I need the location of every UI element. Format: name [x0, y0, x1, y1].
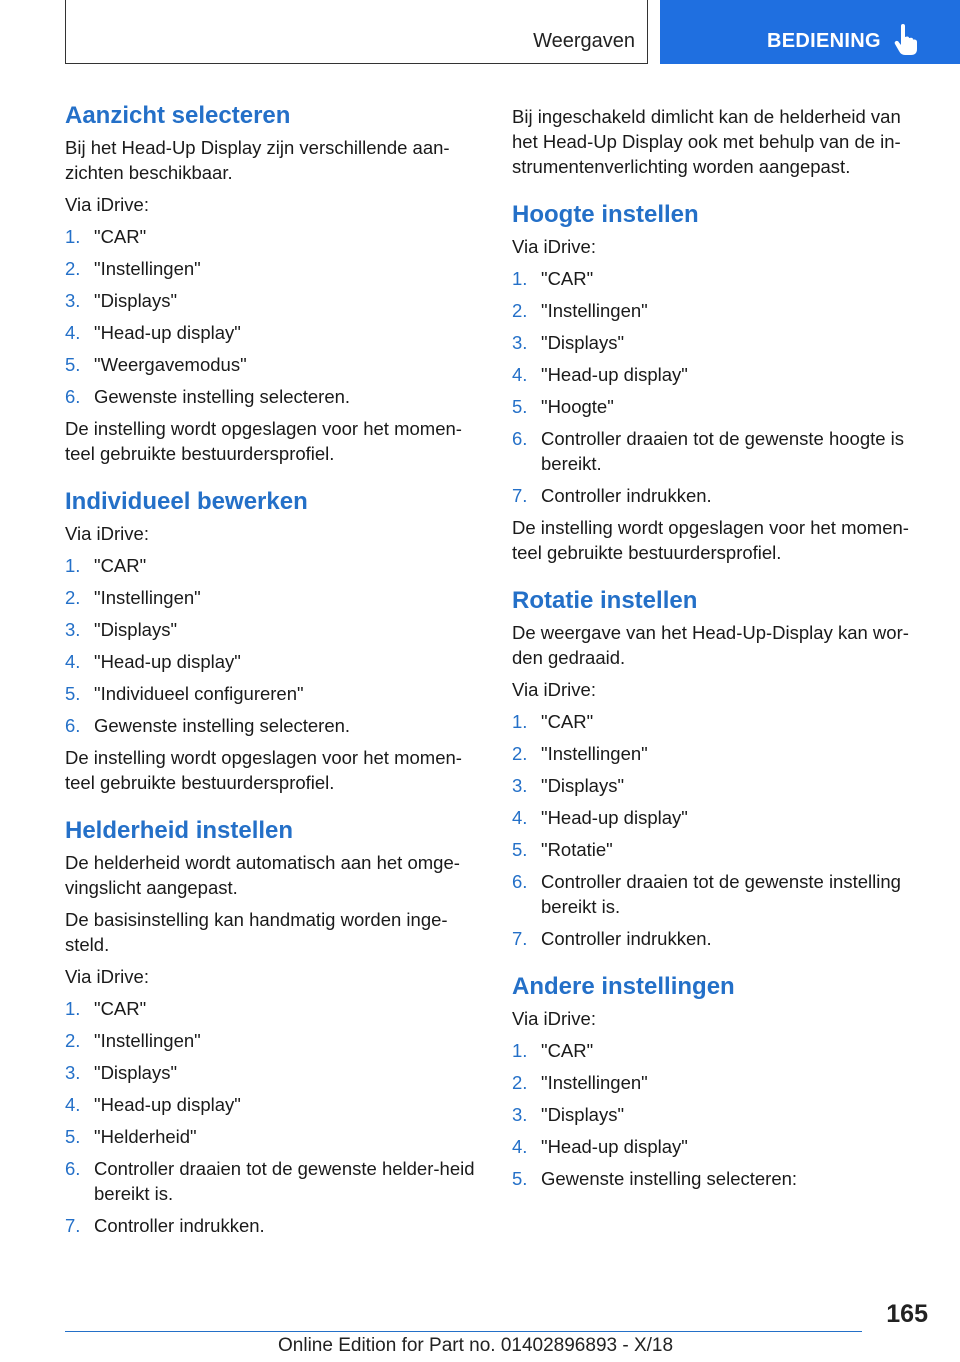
list-item: 5. "Weergavemodus"	[65, 354, 247, 375]
paragraph: Via iDrive:	[512, 236, 596, 257]
list-item: 4. "Head-up display"	[512, 364, 688, 385]
list-item: 5. "Rotatie"	[512, 839, 613, 860]
section-label: BEDIENING	[767, 30, 881, 52]
section-individueel	[65, 486, 485, 795]
list-item: 3. "Displays"	[512, 1104, 625, 1125]
list-item: 2. "Instellingen"	[65, 1030, 201, 1051]
list-item: 5. "Hoogte"	[512, 396, 614, 417]
paragraph: De instelling wordt opgeslagen voor het momen-teel gebruikte bestuurdersprofiel.	[65, 418, 462, 464]
section-title: Rotatie instellen	[512, 587, 698, 614]
step-list	[65, 224, 485, 409]
page-header	[0, 0, 960, 66]
list-item: 5. "Individueel configureren"	[65, 683, 304, 704]
list-item: 3. "Displays"	[512, 775, 625, 796]
chapter-tab	[65, 0, 648, 64]
list-item: 1. "CAR"	[65, 226, 147, 247]
step-list	[512, 1038, 930, 1191]
paragraph: De helderheid wordt automatisch aan het omge-vingslicht aangepast.	[65, 852, 460, 898]
list-item: 4. "Head-up display"	[65, 322, 241, 343]
section-title: Andere instellingen	[512, 973, 735, 1000]
paragraph: Via iDrive:	[65, 523, 149, 544]
list-item: 4. "Head-up display"	[65, 651, 241, 672]
list-item: 6. Controller draaien tot de gewenste instelling bereikt is.	[512, 871, 901, 917]
list-item: 7. Controller indrukken.	[512, 928, 712, 949]
paragraph: De weergave van het Head-Up-Display kan wor-den gedraaid.	[512, 622, 909, 668]
paragraph: Bij het Head-Up Display zijn verschillende aan-zichten beschikbaar.	[65, 137, 450, 183]
edition-text: Online Edition for Part no. 01402896893 - X/18	[278, 1335, 674, 1356]
paragraph: De instelling wordt opgeslagen voor het momen-teel gebruikte bestuurdersprofiel.	[512, 517, 909, 563]
list-item: 4. "Head-up display"	[512, 807, 688, 828]
list-item: 6. Controller draaien tot de gewenste hoogte is bereikt.	[512, 428, 905, 474]
list-item: 6. Controller draaien tot de gewenste helder-heid bereikt is.	[65, 1158, 475, 1204]
paragraph: De instelling wordt opgeslagen voor het momen-teel gebruikte bestuurdersprofiel.	[65, 747, 462, 793]
list-item: 5. "Helderheid"	[65, 1126, 197, 1147]
list-item: 6. Gewenste instelling selecteren.	[65, 715, 351, 736]
paragraph: Bij ingeschakeld dimlicht kan de helderheid van het Head-Up Display ook met behulp van de in-strumentenverlichting worden aangepast.	[512, 106, 901, 177]
list-item: 3. "Displays"	[65, 290, 178, 311]
list-item: 2. "Instellingen"	[512, 300, 648, 321]
section-title: Hoogte instellen	[512, 201, 699, 228]
list-item: 1. "CAR"	[65, 555, 147, 576]
left-column	[65, 100, 485, 1258]
list-item: 3. "Displays"	[65, 1062, 178, 1083]
section-hoogte	[512, 199, 930, 565]
paragraph: De basisinstelling kan handmatig worden inge-steld.	[65, 909, 448, 955]
list-item: 1. "CAR"	[512, 711, 594, 732]
list-item: 7. Controller indrukken.	[65, 1215, 265, 1236]
list-item: 2. "Instellingen"	[65, 258, 201, 279]
step-list	[512, 266, 930, 508]
list-item: 4. "Head-up display"	[65, 1094, 241, 1115]
list-item: 5. Gewenste instelling selecteren:	[512, 1168, 798, 1189]
paragraph: Via iDrive:	[65, 966, 149, 987]
section-rotatie	[512, 585, 930, 951]
pointing-hand-icon	[894, 24, 918, 56]
list-item: 6. Gewenste instelling selecteren.	[65, 386, 351, 407]
paragraph: Via iDrive:	[512, 1008, 596, 1029]
footer-divider	[65, 1331, 862, 1332]
paragraph: Via iDrive:	[512, 679, 596, 700]
section-andere	[512, 971, 930, 1191]
paragraph: Via iDrive:	[65, 194, 149, 215]
section-tab	[660, 0, 960, 64]
section-helderheid	[65, 815, 485, 1238]
list-item: 2. "Instellingen"	[512, 743, 648, 764]
list-item: 1. "CAR"	[512, 268, 594, 289]
step-list	[65, 553, 485, 738]
list-item: 1. "CAR"	[512, 1040, 594, 1061]
right-column	[512, 100, 930, 1211]
list-item: 2. "Instellingen"	[65, 587, 201, 608]
section-aanzicht	[65, 100, 485, 466]
section-title: Aanzicht selecteren	[65, 102, 291, 129]
section-title: Helderheid instellen	[65, 817, 294, 844]
list-item: 2. "Instellingen"	[512, 1072, 648, 1093]
page-number: 165	[886, 1300, 928, 1328]
chapter-label: Weergaven	[533, 30, 635, 52]
list-item: 3. "Displays"	[512, 332, 625, 353]
list-item: 1. "CAR"	[65, 998, 147, 1019]
step-list	[512, 709, 930, 951]
list-item: 3. "Displays"	[65, 619, 178, 640]
section-title: Individueel bewerken	[65, 488, 308, 515]
list-item: 4. "Head-up display"	[512, 1136, 688, 1157]
list-item: 7. Controller indrukken.	[512, 485, 712, 506]
step-list	[65, 996, 485, 1238]
